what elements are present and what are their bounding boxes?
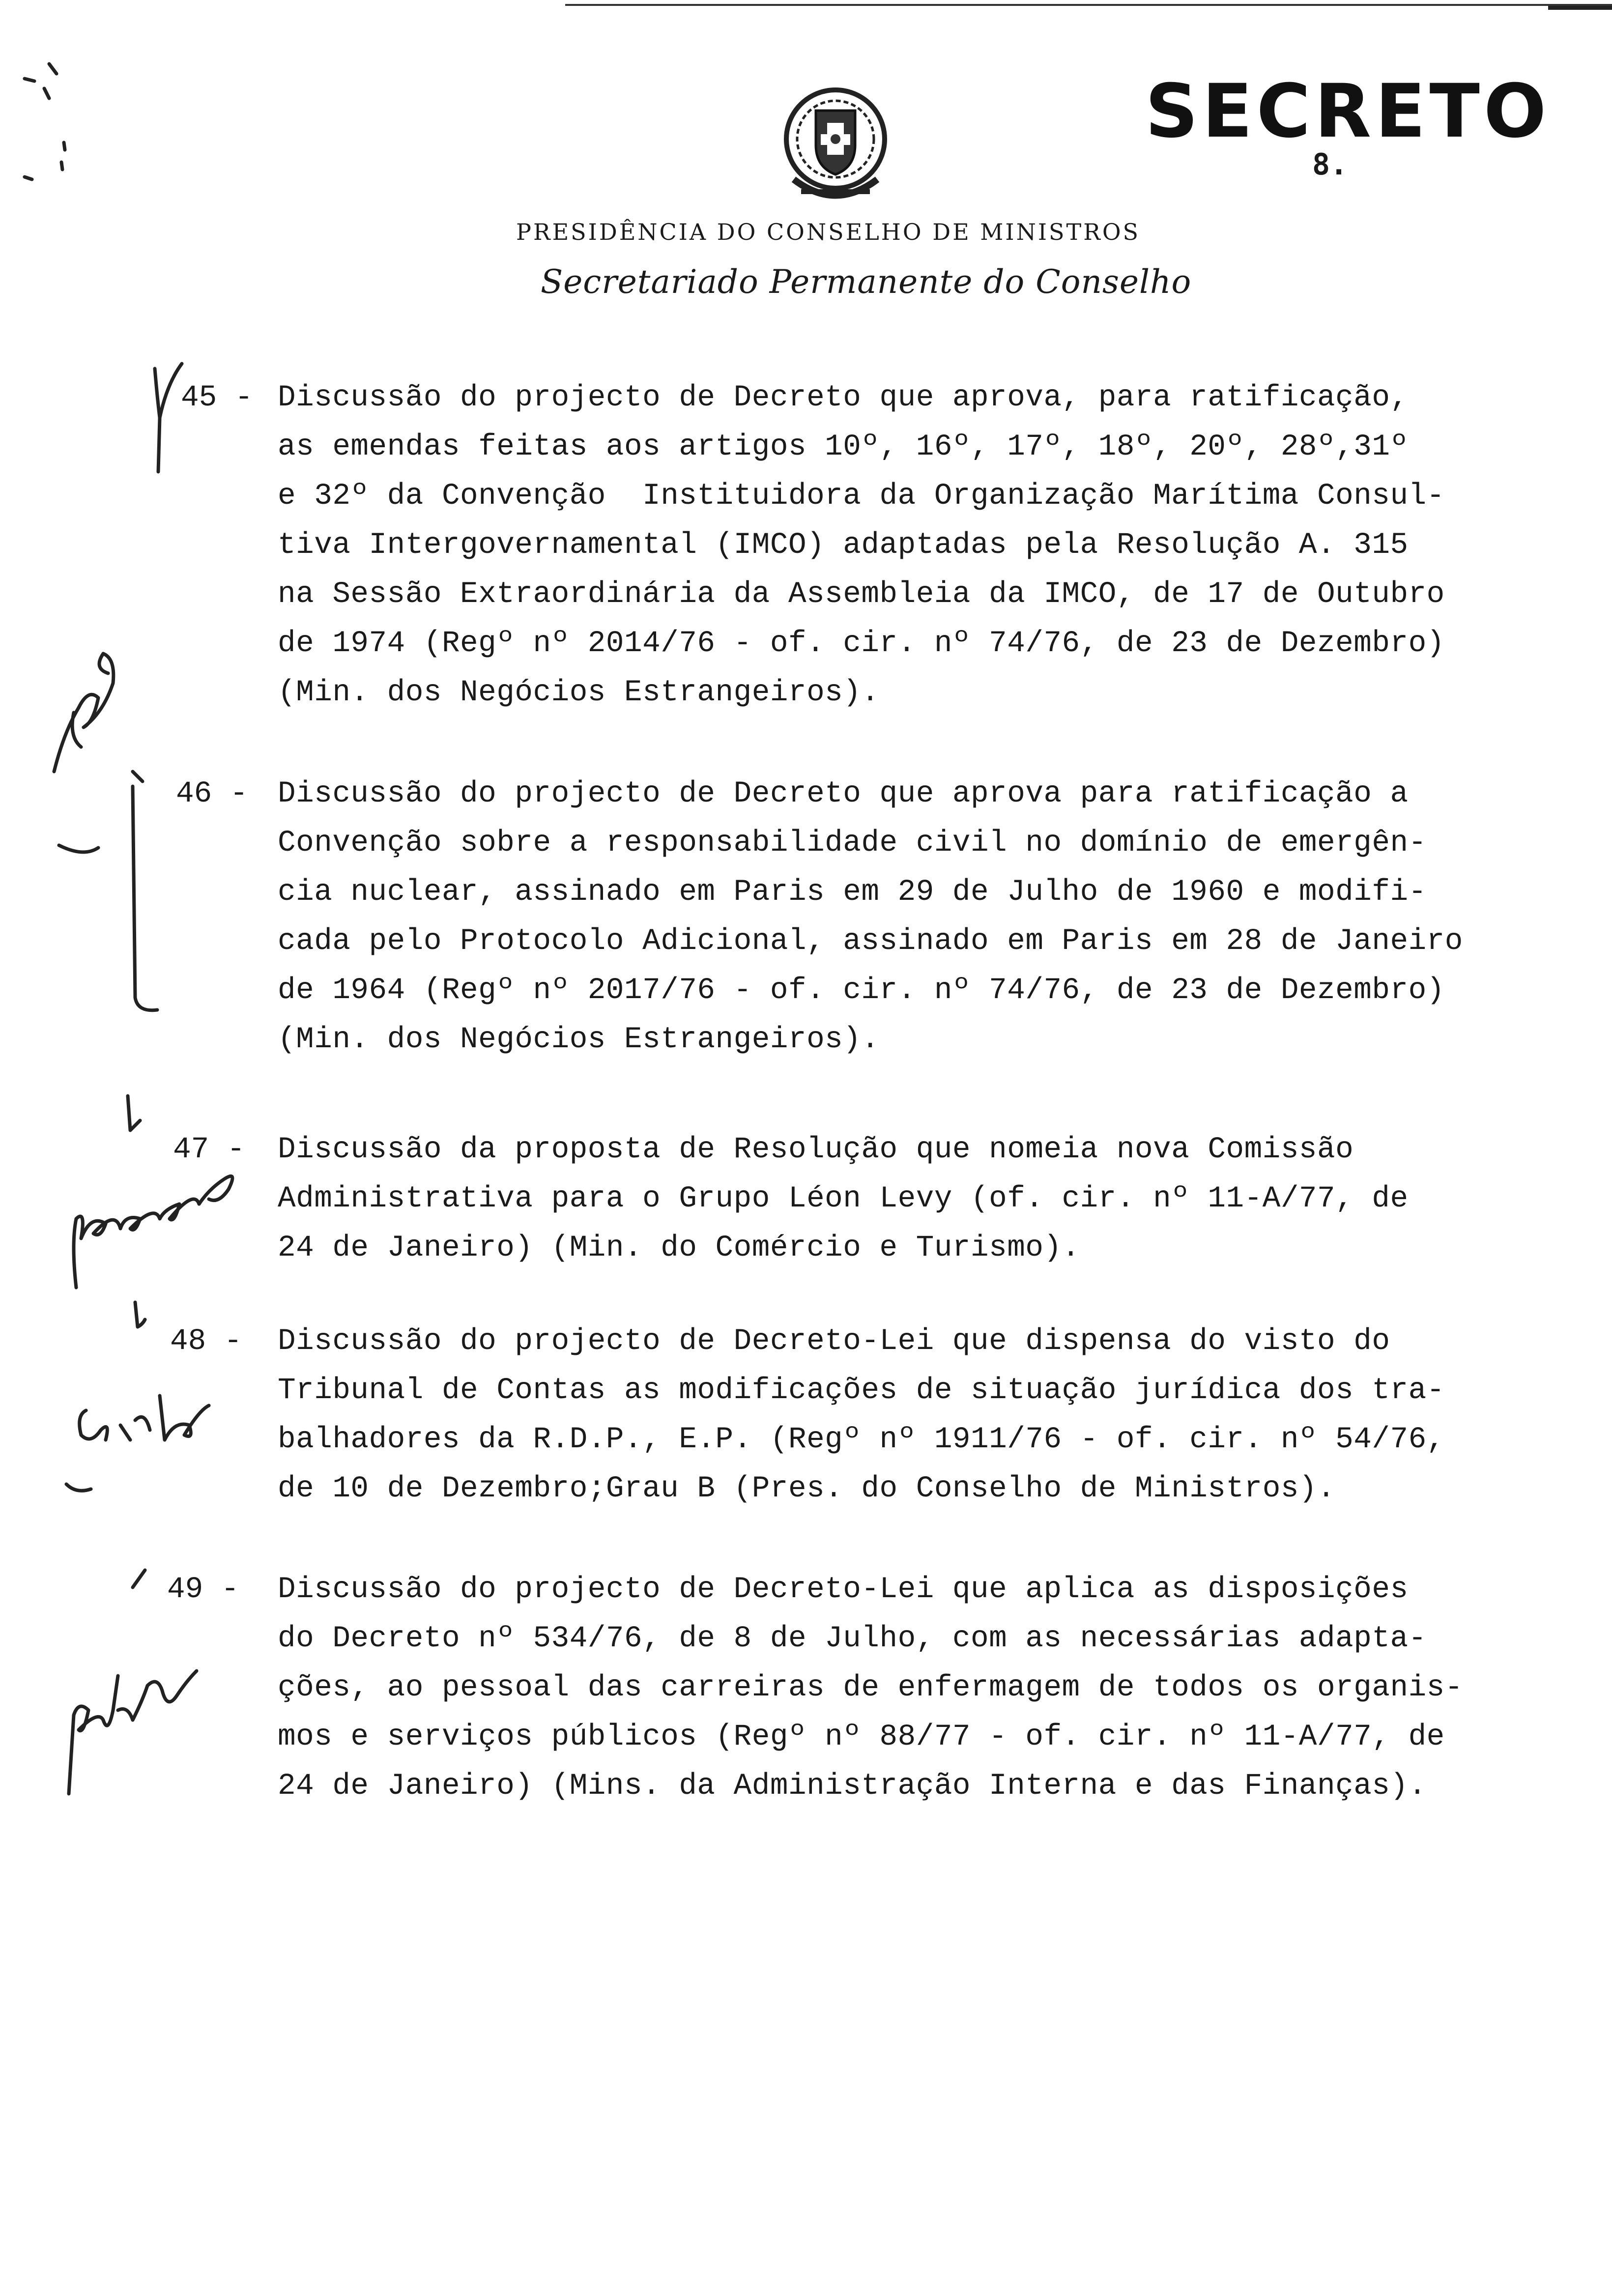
handwritten-margin-note bbox=[47, 1160, 243, 1292]
handwritten-checkmark bbox=[125, 1297, 155, 1342]
agenda-item-number: 47 - bbox=[173, 1133, 245, 1167]
handwritten-checkmark bbox=[125, 1563, 155, 1597]
agenda-item-text: Discussão da proposta de Resolução que nomeia nova Comissão Administrativa para o Grupo Léon Levy (of. cir. nº 11-A/77, de 24 de Janeiro) (Min. do Comércio e Turismo). bbox=[278, 1133, 1409, 1265]
classification-stamp: SECRETO bbox=[1145, 69, 1551, 154]
agenda-item-number: 45 - bbox=[181, 381, 253, 415]
coat-of-arms-seal bbox=[774, 81, 897, 214]
handwritten-margin-note bbox=[44, 1636, 206, 1804]
page-number: 8. bbox=[1312, 147, 1348, 182]
agenda-item-text: Discussão do projecto de Decreto que aprova, para ratificação, as emendas feitas aos artigos 10º, 16º, 17º, 18º, 20º, 28º,31º e 32º da Convenção Instituidora da Organização Marítima Consul- tiva Intergovernamental (IMCO) adaptadas pela Resolução A. 315 na Sessão Extraordinária da Assembleia da IMCO, de 17 de Outubro de 1974 (Regº nº 2014/76 - of. cir. nº 74/76, de 23 de Dezembro) (Min. dos Negócios Estrangeiros). bbox=[278, 381, 1445, 710]
agenda-item-text: Discussão do projecto de Decreto-Lei que aplica as disposições do Decreto nº 534/76, de 8 de Julho, com as necessárias adapta- ções, ao pessoal das carreiras de enfermagem de todos os organis- mos e serviços públicos (Regº nº 88/77 - of. cir. nº 11-A/77, de 24 de Janeiro) (Mins. da Administração Interna e das Finanças). bbox=[278, 1573, 1463, 1803]
agenda-item-number: 49 - bbox=[167, 1573, 239, 1607]
top-edge-rule bbox=[0, 0, 1612, 15]
handwritten-margin-note bbox=[47, 1366, 229, 1499]
handwritten-margin-note bbox=[34, 624, 133, 786]
agenda-item-text: Discussão do projecto de Decreto-Lei que dispensa do visto do Tribunal de Contas as modificações de situação jurídica dos tra- balhadores da R.D.P., E.P. (Regº nº 1911/76 - of. cir. nº 54/76, de 10 de Dezembro;Grau B (Pres. do Conselho de Ministros). bbox=[278, 1324, 1445, 1506]
handwritten-checkmark bbox=[147, 354, 202, 477]
institution-heading: PRESIDÊNCIA DO CONSELHO DE MINISTROS bbox=[516, 219, 1141, 245]
agenda-item-number: 48 - bbox=[170, 1324, 242, 1358]
handwritten-bracket bbox=[44, 767, 162, 1022]
agenda-item-number: 46 - bbox=[176, 777, 248, 811]
department-subheading: Secretariado Permanente do Conselho bbox=[541, 263, 1192, 301]
handwritten-margin-note bbox=[15, 29, 74, 187]
handwritten-checkmark bbox=[118, 1091, 147, 1140]
agenda-item-text: Discussão do projecto de Decreto que aprova para ratificação a Convenção sobre a responsabilidade civil no domínio de emergên- cia nuclear, assinado em Paris em 29 de Julho de 1960 e modifi- cada pelo Protocolo Adicional, assinado em Paris em 28 de Janeiro de 1964 (Regº nº 2017/76 - of. cir. nº 74/76, de 23 de Dezembro) (Min. dos Negócios Estrangeiros). bbox=[278, 777, 1463, 1057]
